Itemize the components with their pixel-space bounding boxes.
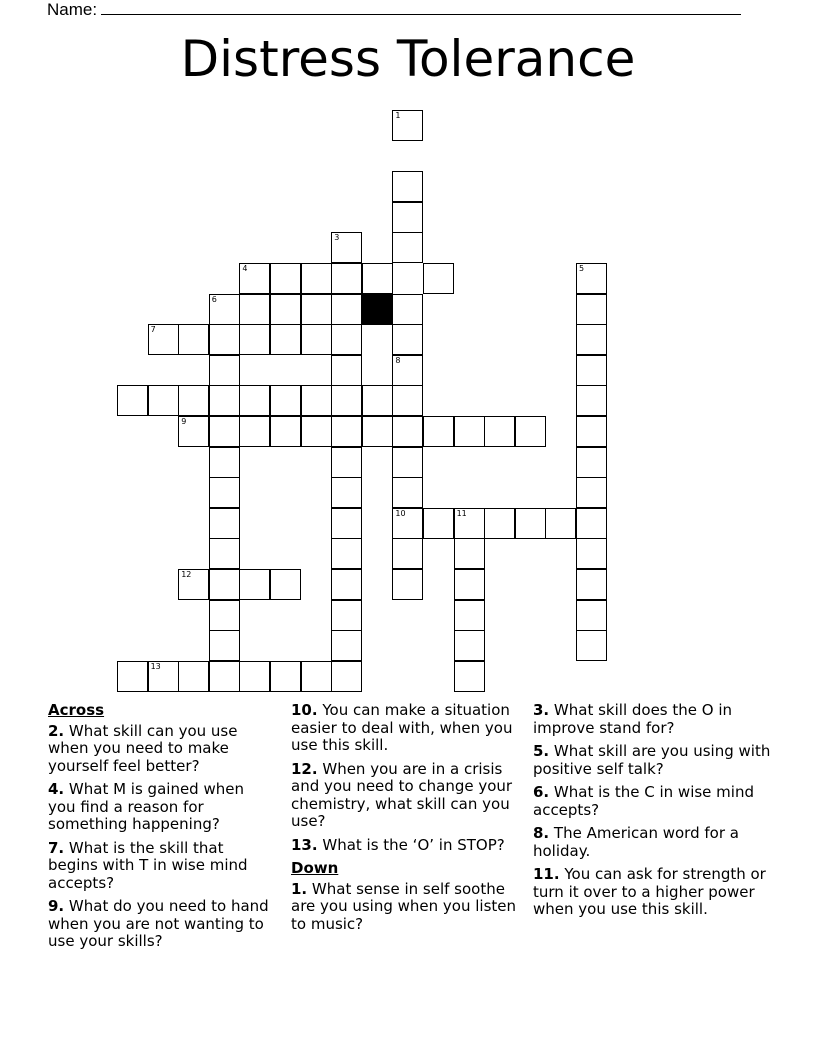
black-cell [362,294,393,325]
grid-cell[interactable] [331,416,362,447]
grid-cell[interactable] [301,263,332,294]
clue-number: 5 [579,264,585,273]
grid-cell[interactable] [239,294,270,325]
grid-cell[interactable] [515,508,546,539]
grid-cell[interactable] [576,416,607,447]
grid-cell[interactable] [331,630,362,661]
clue-number: 4 [242,264,248,273]
grid-cell[interactable] [454,508,485,539]
grid-cell[interactable] [423,263,454,294]
grid-cell[interactable] [209,324,240,355]
grid-cell[interactable] [331,600,362,631]
grid-cell[interactable] [576,324,607,355]
clue-number: 6 [211,294,217,304]
grid-cell[interactable] [392,202,423,233]
grid-cell[interactable] [576,385,607,416]
grid-cell[interactable] [178,385,209,416]
clue-down-5: 5. What skill are you using with positive self talk? [533,742,771,778]
grid-cell[interactable] [576,447,607,478]
grid-cell[interactable] [454,416,485,447]
clue-number: 12 [181,570,192,579]
grid-cell[interactable] [209,447,240,478]
clue-across-10: 10. You can make a situation easier to deal with, when you use this skill. [291,701,513,754]
grid-cell[interactable] [392,477,423,508]
grid-cell[interactable] [331,324,362,355]
grid-cell[interactable] [576,294,607,325]
grid-cell[interactable] [454,569,485,600]
grid-cell[interactable] [454,600,485,631]
grid-cell[interactable] [331,661,362,692]
grid-cell[interactable] [331,569,362,600]
grid-cell[interactable] [301,324,332,355]
clues-column-2 [291,702,526,939]
grid-cell[interactable] [209,508,240,539]
grid-cell[interactable] [209,385,240,416]
clue-across-4: 4. What M is gained when you find a reason for something happening? [48,780,244,833]
grid-cell[interactable] [209,600,240,631]
grid-cell[interactable] [270,416,301,447]
grid-cell[interactable] [301,416,332,447]
grid-cell[interactable] [454,538,485,569]
grid-cell[interactable] [331,263,362,294]
grid-cell[interactable] [392,324,423,355]
grid-cell[interactable] [331,294,362,325]
clue-across-12: 12. When you are in a crisis and you need to change your chemistry, what skill can you use? [291,759,513,830]
clue-across-9: 9. What do you need to hand when you are not wanting to use your skills? [48,897,269,950]
clue-number: 9 [181,417,187,426]
grid-cell[interactable] [423,416,454,447]
grid-cell[interactable] [331,508,362,539]
grid-cell[interactable] [576,569,607,600]
grid-cell[interactable] [239,385,270,416]
clue-number: 1 [395,111,401,120]
grid-cell[interactable] [331,447,362,478]
grid-cell[interactable] [148,385,179,416]
grid-cell[interactable] [454,661,485,692]
clue-number: 10 [395,508,406,518]
grid-cell[interactable] [576,600,607,631]
clue-across-13: 13. What is the ‘O’ in STOP? [291,835,505,854]
across-heading: Across [48,701,105,719]
grid-cell[interactable] [392,232,423,263]
grid-cell[interactable] [209,661,240,692]
clues-column-3 [533,702,773,925]
grid-cell[interactable] [178,569,209,600]
grid-cell[interactable] [484,416,515,447]
grid-cell[interactable] [239,416,270,447]
grid-cell[interactable] [209,355,240,386]
clue-number: 7 [150,325,156,335]
grid-cell[interactable] [331,477,362,508]
grid-cell[interactable] [362,263,393,294]
clue-down-3: 3. What skill does the O in improve stand for? [533,701,733,737]
grid-cell[interactable] [209,294,240,325]
grid-cell[interactable] [301,385,332,416]
grid-cell[interactable] [239,569,270,600]
grid-cell[interactable] [362,416,393,447]
grid-cell[interactable] [239,324,270,355]
grid-cell[interactable] [331,232,362,263]
grid-cell[interactable] [576,263,607,294]
clue-down-6: 6. What is the C in wise mind accepts? [533,783,754,819]
grid-cell[interactable] [362,385,393,416]
grid-cell[interactable] [148,324,179,355]
grid-cell[interactable] [515,416,546,447]
grid-cell[interactable] [331,385,362,416]
clues-column-1 [48,702,273,957]
grid-cell[interactable] [392,110,423,141]
clue-number: 11 [456,508,467,518]
grid-cell[interactable] [392,355,423,386]
grid-cell[interactable] [178,324,209,355]
grid-cell[interactable] [576,630,607,661]
clue-number: 13 [150,661,161,671]
grid-cell[interactable] [148,661,179,692]
grid-cell[interactable] [239,263,270,294]
grid-cell[interactable] [392,294,423,325]
grid-cell[interactable] [301,661,332,692]
grid-cell[interactable] [423,508,454,539]
grid-cell[interactable] [117,385,148,416]
clue-number: 3 [334,233,340,243]
grid-cell[interactable] [270,661,301,692]
grid-cell[interactable] [270,263,301,294]
grid-cell[interactable] [392,569,423,600]
grid-cell[interactable] [209,477,240,508]
grid-cell[interactable] [545,508,576,539]
grid-cell[interactable] [576,355,607,386]
grid-cell[interactable] [178,416,209,447]
grid-cell[interactable] [270,385,301,416]
grid-cell[interactable] [117,661,148,692]
grid-cell[interactable] [270,569,301,600]
grid-cell[interactable] [576,508,607,539]
grid-cell[interactable] [576,538,607,569]
clue-across-7: 7. What is the skill that begins with T in wise mind accepts? [48,838,248,892]
grid-cell[interactable] [392,538,423,569]
clue-down-8: 8. The American word for a holiday. [533,824,739,860]
grid-cell[interactable] [209,538,240,569]
clue-across-2: 2. What skill can you use when you need to make yourself feel better? [48,721,238,775]
grid-cell[interactable] [392,416,423,447]
grid-cell[interactable] [209,569,240,600]
down-heading: Down [291,859,339,877]
grid-cell[interactable] [576,477,607,508]
grid-cell[interactable] [270,324,301,355]
grid-cell[interactable] [454,630,485,661]
grid-cell[interactable] [331,538,362,569]
clue-number: 8 [395,355,401,365]
grid-cell[interactable] [392,171,423,202]
grid-cell[interactable] [239,661,270,692]
grid-cell[interactable] [392,385,423,416]
grid-cell[interactable] [209,630,240,661]
grid-cell[interactable] [270,294,301,325]
grid-cell[interactable] [392,447,423,478]
grid-cell[interactable] [392,508,423,539]
grid-cell[interactable] [301,294,332,325]
clue-down-11: 11. You can ask for strength or turn it over to a higher power when you use this skill. [533,865,766,918]
name-label: Name: [47,0,98,19]
grid-cell[interactable] [331,355,362,386]
clue-down-1: 1. What sense in self soothe are you using when you listen to music? [291,879,517,933]
grid-cell[interactable] [178,661,209,692]
grid-cell[interactable] [209,416,240,447]
puzzle-title: Distress Tolerance [180,30,636,88]
grid-cell[interactable] [484,508,515,539]
